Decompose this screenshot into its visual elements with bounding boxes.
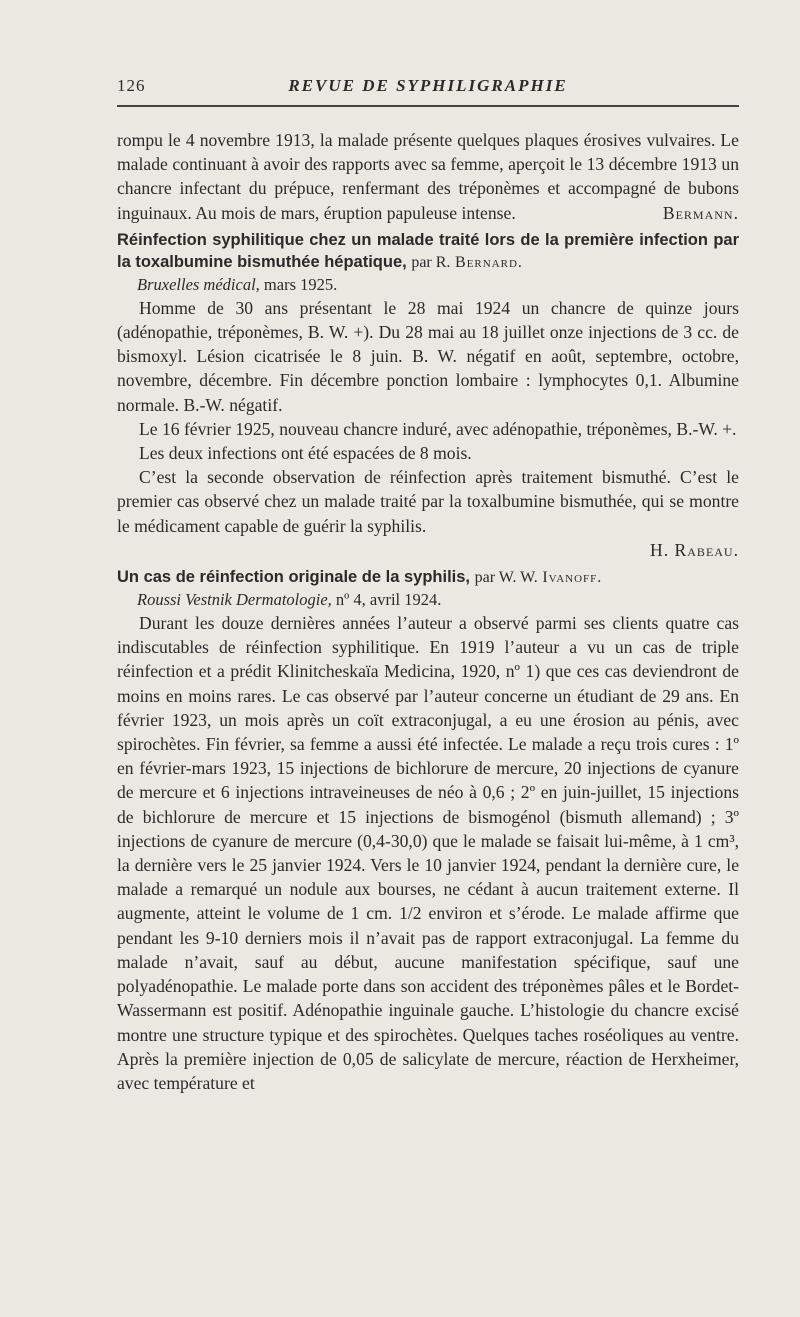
article1-source: Bruxelles médical, mars 1925. bbox=[137, 274, 338, 294]
article2-source: Roussi Vestnik Dermatologie, nº 4, avril 1924. bbox=[137, 590, 442, 610]
article2-paragraph: Durant les douze dernières années l’auteur a observé parmi ses clients quatre cas indiscutables de réinfection syphilitique. En 1919 l’auteur a vu un cas de triple réinfection et a prédit Klinitcheskaïa Medicina, 1920, nº 1) que ces cas deviendront de moins en moins rares. Le cas observé par l’auteur concerne un étudiant de 29 ans. En février 1923, un mois après un coït extraconjugal, a eu une érosion au pénis, avec spirochètes. Fin février, sa femme a aussi été infectée. Le malade a reçu trois cures : 1º en février-mars 1923, 15 injections de bichlorure de mercure, 20 injections de cyanure de mercure et 6 injections intraveineuses de néo à 0,6 ; 2º en juin-juillet, 15 injections de bichlorure de mercure et 15 injections de bismogénol (bismuth allemand) ; 3º injections de cyanure de mercure (0,4-30,0) que le malade se faisait lui-même, à 1 cm³, la dernière vers le 25 janvier 1924. Vers le 10 janvier 1924, pendant la dernière cure, le malade a remarqué un nodule aux bourses, ne cédant à aucun traitement externe. Il augmente, atteint le volume de 1 cm. 1/2 environ et s’érode. Le malade affirme que pendant les 9-10 derniers mois il n’avait pas de rapport extraconjugal. La femme du malade n’avait, sauf au début, aucune manifestation spécifique, sauf une polyadénopathie. Le malade porte dans son accident des tréponèmes pâles et le Bordet-Wassermann est positif. Adénopathie inguinale gauche. L’histologie du chancre excisé montre une structure typique et des spirochètes. Quelques taches roséoliques au ventre. Après la première injection de 0,05 de salicylate de mercure, réaction de Herxheimer, avec température et bbox=[117, 613, 739, 1093]
page-number: 126 bbox=[117, 76, 146, 95]
article1-paragraph: C’est la seconde observation de réinfection après traitement bismuthé. C’est le premier cas observé chez un malade traité par la toxalbumine bismuthée, qui se montre le médicament capable de guérir la syphilis. bbox=[117, 467, 739, 536]
signature-bermann: Bermann. bbox=[662, 202, 739, 223]
article1-paragraph: Le 16 février 1925, nouveau chancre induré, avec adénopathie, tréponèmes, B.-W. +. bbox=[139, 418, 737, 439]
running-header bbox=[117, 74, 739, 102]
article2-author: Ivanoff. bbox=[542, 569, 603, 587]
article1-paragraph: Homme de 30 ans présentant le 28 mai 1924 un chancre de quinze jours (adénopathie, tréponèmes, B. W. +). Du 28 mai au 18 juillet onze injections de 3 cc. de bismoxyl. Lésion cicatrisée le 8 juin. B. W. négatif en août, septembre, octobre, novembre, décembre. Fin décembre ponction lombaire : lymphocytes 0,1. Albumine normale. B.-W. négatif. bbox=[117, 297, 739, 415]
page bbox=[117, 74, 739, 1093]
article2-title: Un cas de réinfection originale de la syphilis, par W. W. Ivanoff. bbox=[117, 568, 603, 587]
article1-title: Réinfection syphilitique chez un malade traité lors de la première infection par la toxalbumine bismuthée hépatique, par R. Bernard. bbox=[117, 230, 739, 271]
running-title: REVUE DE SYPHILIGRAPHIE bbox=[288, 76, 568, 95]
signature-rabeau: H. Rabeau. bbox=[650, 539, 739, 560]
article1-author: Bernard. bbox=[455, 253, 523, 271]
article1-paragraph: Les deux infections ont été espacées de 8 mois. bbox=[139, 443, 472, 464]
header-rule bbox=[117, 105, 739, 107]
intro-paragraph: rompu le 4 novembre 1913, la malade présente quelques plaques érosives vulvaires. Le malade continuant à avoir des rapports avec sa femme, aperçoit le 13 décembre 1913 un chancre infectant du prépuce, renfermant des tréponèmes et accompagné de bubons inguinaux. Au mois de mars, éruption papuleuse intense. Bermann. bbox=[117, 128, 739, 225]
page-body bbox=[117, 128, 739, 1095]
